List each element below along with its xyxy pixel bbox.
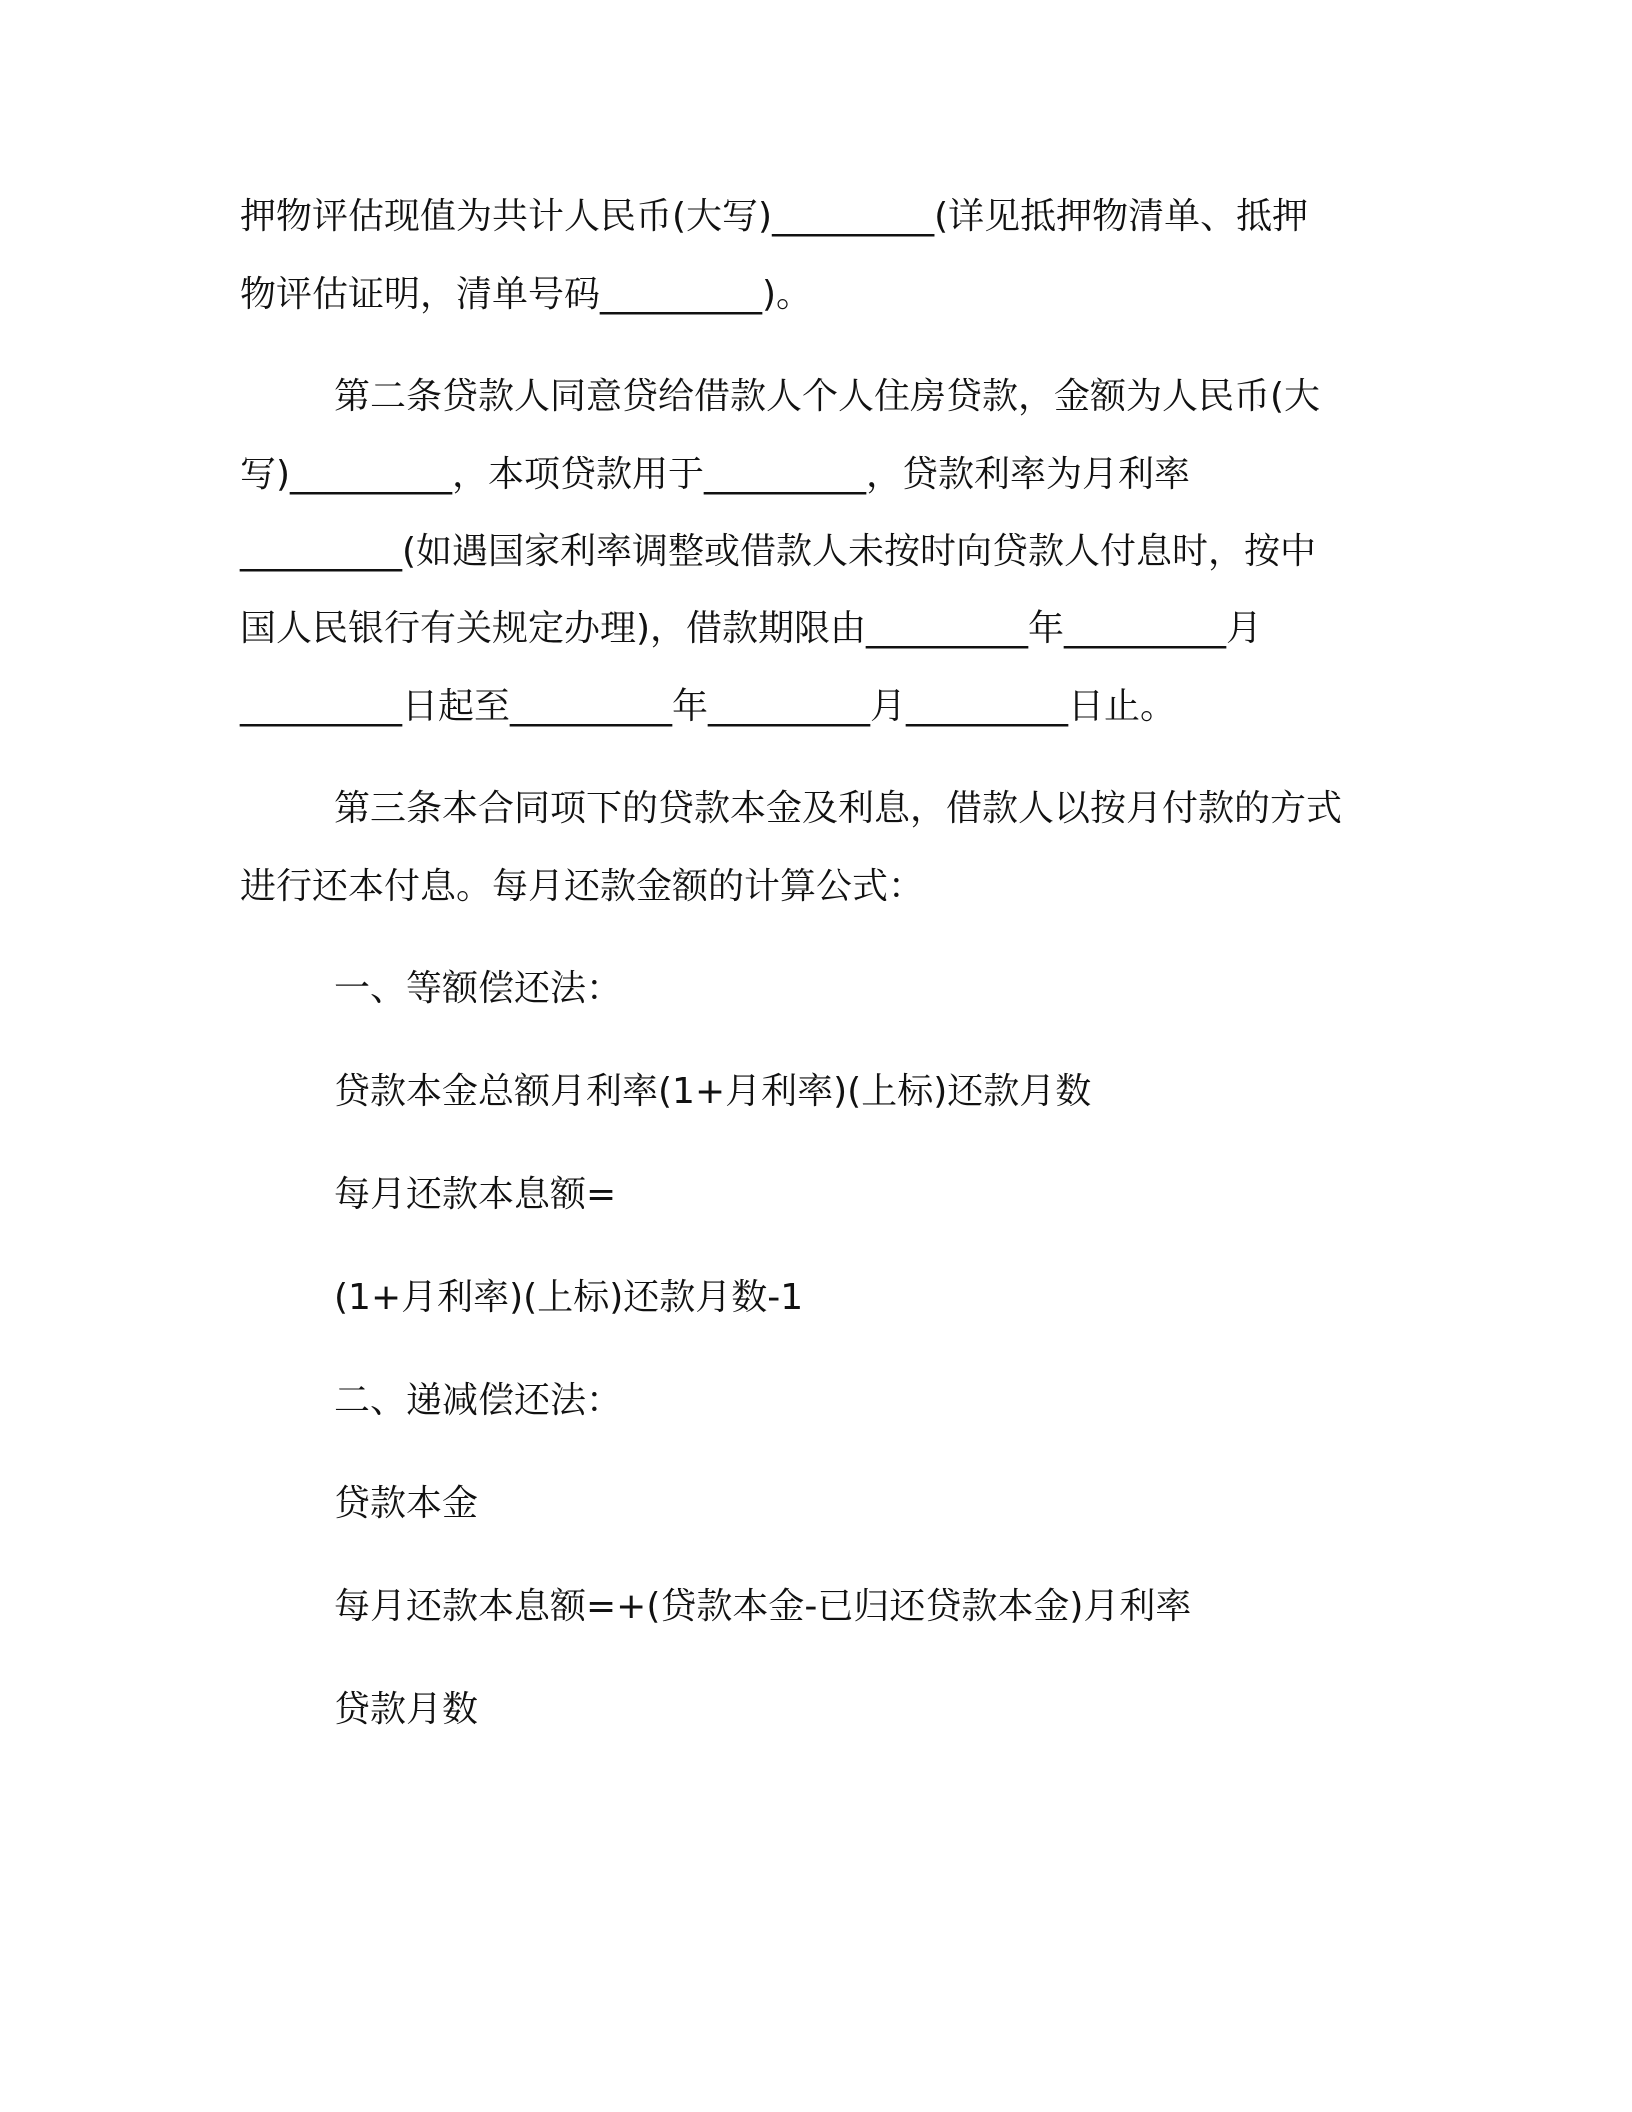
formula-1-numerator: 贷款本金总额月利率(1+月利率)(上标)还款月数	[334, 1071, 1092, 1112]
article-3-line-2: 进行还本付息。每月还款金额的计算公式：	[240, 866, 925, 907]
article-2-line-3: _________(如遇国家利率调整或借款人未按时向贷款人付息时，按中	[240, 531, 1317, 572]
paragraph-line-1: 押物评估现值为共计人民币(大写)_________(详见抵押物清单、抵押	[240, 196, 1309, 237]
formula-1-denominator: (1+月利率)(上标)还款月数-1	[334, 1277, 804, 1318]
article-2-line-1: 第二条贷款人同意贷给借款人个人住房贷款，金额为人民币(大	[334, 376, 1321, 417]
method-2-heading: 二、递减偿还法：	[334, 1380, 623, 1421]
formula-2-numerator: 贷款本金	[334, 1483, 479, 1524]
method-1-heading: 一、等额偿还法：	[334, 968, 623, 1009]
article-2-line-5: _________日起至_________年_________月_________日止。	[240, 686, 1177, 727]
article-2-line-4: 国人民银行有关规定办理)，借款期限由_________年_________月	[240, 608, 1263, 649]
article-3-line-1: 第三条本合同项下的贷款本金及利息，借款人以按月付款的方式	[334, 788, 1343, 829]
formula-2-denominator: 贷款月数	[334, 1689, 479, 1730]
paragraph-line-2: 物评估证明，清单号码_________)。	[240, 274, 813, 315]
formula-2-label: 每月还款本息额=+(贷款本金-已归还贷款本金)月利率	[334, 1586, 1192, 1627]
formula-1-label: 每月还款本息额=	[334, 1174, 617, 1215]
article-2-line-2: 写)_________，本项贷款用于_________，贷款利率为月利率	[240, 454, 1191, 495]
